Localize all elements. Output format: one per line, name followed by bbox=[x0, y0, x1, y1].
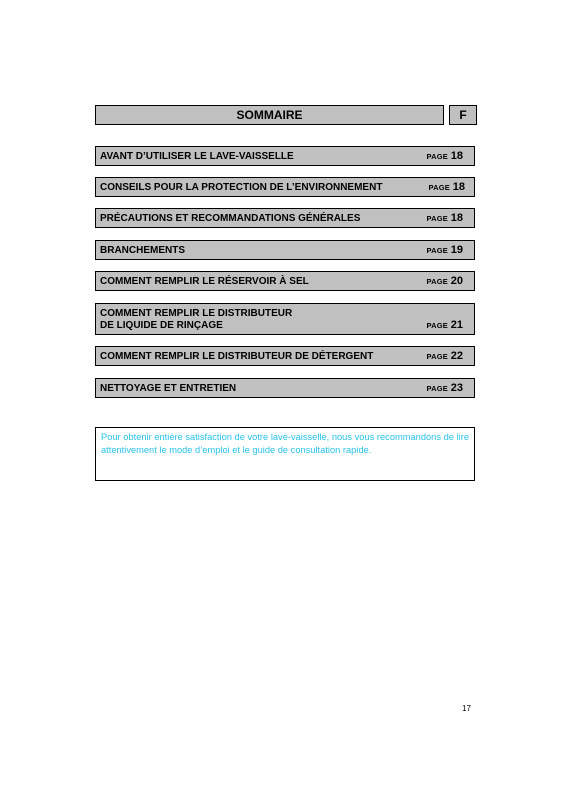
toc-page-word: PAGE bbox=[426, 321, 448, 330]
toc-page-word: PAGE bbox=[426, 214, 448, 223]
toc-page-number: 21 bbox=[450, 319, 463, 331]
toc-item-title: CONSEILS POUR LA PROTECTION DE L’ENVIRONNEMENT bbox=[100, 182, 383, 193]
notice-box bbox=[95, 427, 475, 481]
language-badge: F bbox=[449, 105, 477, 125]
toc-item-title: PRÉCAUTIONS ET RECOMMANDATIONS GÉNÉRALES bbox=[100, 213, 361, 224]
toc-item-nettoyage bbox=[95, 378, 475, 398]
toc-item-title: COMMENT REMPLIR LE DISTRIBUTEUR DE LIQUIDE DE RINÇAGE bbox=[100, 308, 293, 331]
toc-page-word: PAGE bbox=[426, 152, 448, 161]
toc-page-word: PAGE bbox=[426, 352, 448, 361]
toc-item-avant-utiliser bbox=[95, 146, 475, 166]
toc-item-page bbox=[426, 212, 463, 225]
notice-text: Pour obtenir entière satisfaction de votre lave-vaisselle, nous vous recommandons de lire attentivement le mode d’emploi et le guide de consultation rapide. bbox=[101, 432, 469, 455]
toc-page-number: 18 bbox=[450, 212, 463, 224]
toc-page-word: PAGE bbox=[426, 246, 448, 255]
toc-item-reservoir-sel bbox=[95, 271, 475, 291]
toc-item-title: NETTOYAGE ET ENTRETIEN bbox=[100, 383, 237, 394]
toc-page-number: 18 bbox=[452, 181, 465, 193]
toc-page-word: PAGE bbox=[426, 384, 448, 393]
toc-item-conseils-environnement bbox=[95, 177, 475, 197]
toc-item-page bbox=[426, 150, 463, 163]
toc-item-title: BRANCHEMENTS bbox=[100, 245, 185, 256]
toc-item-page bbox=[426, 350, 463, 363]
toc-page-word: PAGE bbox=[428, 183, 450, 192]
toc-item-precautions bbox=[95, 208, 475, 228]
page-number: 17 bbox=[462, 704, 471, 713]
toc-item-title: COMMENT REMPLIR LE RÉSERVOIR À SEL bbox=[100, 276, 309, 287]
toc-item-liquide-rincage bbox=[95, 303, 475, 335]
toc-item-title: COMMENT REMPLIR LE DISTRIBUTEUR DE DÉTERGENT bbox=[100, 351, 374, 362]
toc-page-number: 23 bbox=[450, 382, 463, 394]
toc-page-number: 18 bbox=[450, 150, 463, 162]
toc-header-title: SOMMAIRE bbox=[95, 105, 444, 125]
toc-item-detergent bbox=[95, 346, 475, 366]
toc-item-page bbox=[428, 181, 465, 194]
toc-page-word: PAGE bbox=[426, 277, 448, 286]
toc-item-page bbox=[426, 382, 463, 395]
toc-page-number: 22 bbox=[450, 350, 463, 362]
toc-item-title: AVANT D’UTILISER LE LAVE-VAISSELLE bbox=[100, 151, 294, 162]
toc-page-number: 19 bbox=[450, 244, 463, 256]
toc-item-page bbox=[426, 244, 463, 257]
toc-page-number: 20 bbox=[450, 275, 463, 287]
toc-item-branchements bbox=[95, 240, 475, 260]
toc-item-page bbox=[426, 275, 463, 288]
toc-item-page bbox=[426, 319, 463, 332]
